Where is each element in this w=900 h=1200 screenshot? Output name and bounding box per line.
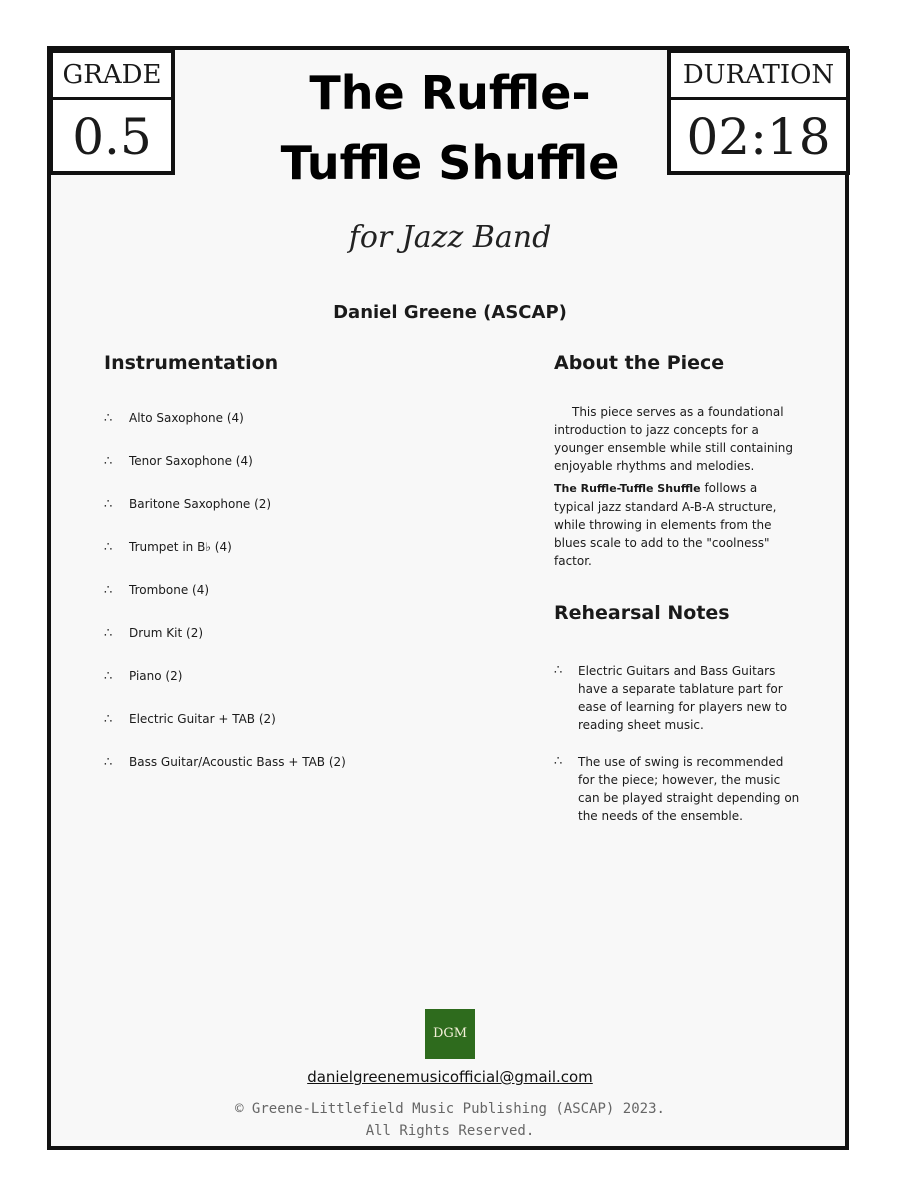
therefore-bullet-icon: ∴ bbox=[104, 454, 113, 469]
rehearsal-heading: Rehearsal Notes bbox=[554, 602, 730, 624]
copyright bbox=[150, 1098, 750, 1142]
instrument-item bbox=[104, 583, 346, 626]
therefore-bullet-icon: ∴ bbox=[104, 669, 113, 684]
rehearsal-note-text: The use of swing is recommended for the piece; however, the music can be played straight depending on the needs of the ensemble. bbox=[578, 755, 800, 823]
rehearsal-note-text: Electric Guitars and Bass Guitars have a separate tablature part for ease of learning for players new to reading sheet music. bbox=[578, 664, 788, 732]
about-paragraph-2-text: follows a typical jazz standard A-B-A structure, while throwing in elements from the blues scale to add to the "coolness" factor. bbox=[554, 481, 777, 568]
grade-box bbox=[49, 49, 175, 175]
grade-label: GRADE bbox=[53, 53, 171, 100]
instrument-label: Piano (2) bbox=[129, 669, 183, 683]
grade-value: 0.5 bbox=[72, 108, 152, 166]
instrument-label: Electric Guitar + TAB (2) bbox=[129, 712, 276, 726]
therefore-bullet-icon: ∴ bbox=[554, 754, 563, 769]
instrument-label: Trombone (4) bbox=[129, 583, 210, 597]
subtitle: for Jazz Band bbox=[348, 220, 552, 255]
duration-value: 02:18 bbox=[686, 108, 831, 166]
instrument-item bbox=[104, 454, 346, 497]
instrument-label: Tenor Saxophone (4) bbox=[129, 454, 253, 468]
instrument-item bbox=[104, 755, 346, 798]
instrument-label: Alto Saxophone (4) bbox=[129, 411, 244, 425]
therefore-bullet-icon: ∴ bbox=[104, 755, 113, 770]
rehearsal-note bbox=[554, 662, 804, 734]
copyright-line-2: All Rights Reserved. bbox=[365, 1123, 535, 1139]
instrument-label: Baritone Saxophone (2) bbox=[129, 497, 272, 511]
about-text bbox=[554, 403, 794, 574]
duration-label: DURATION bbox=[671, 53, 846, 100]
instrumentation-heading: Instrumentation bbox=[104, 352, 279, 374]
piece-title-line1: The Ruffle- bbox=[309, 66, 591, 120]
instrument-item bbox=[104, 540, 346, 583]
rehearsal-note bbox=[554, 753, 804, 825]
therefore-bullet-icon: ∴ bbox=[554, 663, 563, 678]
instrument-item bbox=[104, 712, 346, 755]
about-piece-title: The Ruffle-Tuffle Shuffle bbox=[554, 482, 701, 495]
therefore-bullet-icon: ∴ bbox=[104, 626, 113, 641]
contact-email[interactable]: danielgreenemusicofficial@gmail.com bbox=[307, 1068, 593, 1086]
instrument-item bbox=[104, 497, 346, 540]
copyright-line-1: © Greene-Littlefield Music Publishing (ASCAP) 2023. bbox=[235, 1101, 665, 1117]
about-heading: About the Piece bbox=[554, 352, 725, 374]
therefore-bullet-icon: ∴ bbox=[104, 540, 113, 555]
publisher-logo: DGM bbox=[425, 1009, 475, 1059]
therefore-bullet-icon: ∴ bbox=[104, 411, 113, 426]
therefore-bullet-icon: ∴ bbox=[104, 497, 113, 512]
rehearsal-notes-list bbox=[554, 662, 804, 844]
instrument-label: Drum Kit (2) bbox=[129, 626, 204, 640]
therefore-bullet-icon: ∴ bbox=[104, 583, 113, 598]
about-paragraph-1: This piece serves as a foundational introduction to jazz concepts for a younger ensemble while still containing enjoyable rhythms and melodies. bbox=[554, 405, 794, 473]
instrument-item bbox=[104, 411, 346, 454]
piece-title bbox=[200, 58, 700, 198]
therefore-bullet-icon: ∴ bbox=[104, 712, 113, 727]
instrumentation-list bbox=[104, 411, 346, 798]
composer: Daniel Greene (ASCAP) bbox=[333, 302, 567, 323]
instrument-item bbox=[104, 669, 346, 712]
instrument-label: Bass Guitar/Acoustic Bass + TAB (2) bbox=[129, 755, 346, 769]
about-paragraph-2 bbox=[554, 479, 794, 570]
instrument-item bbox=[104, 626, 346, 669]
instrument-label: Trumpet in B♭ (4) bbox=[129, 540, 232, 554]
piece-title-line2: Tuffle Shuffle bbox=[280, 136, 620, 190]
